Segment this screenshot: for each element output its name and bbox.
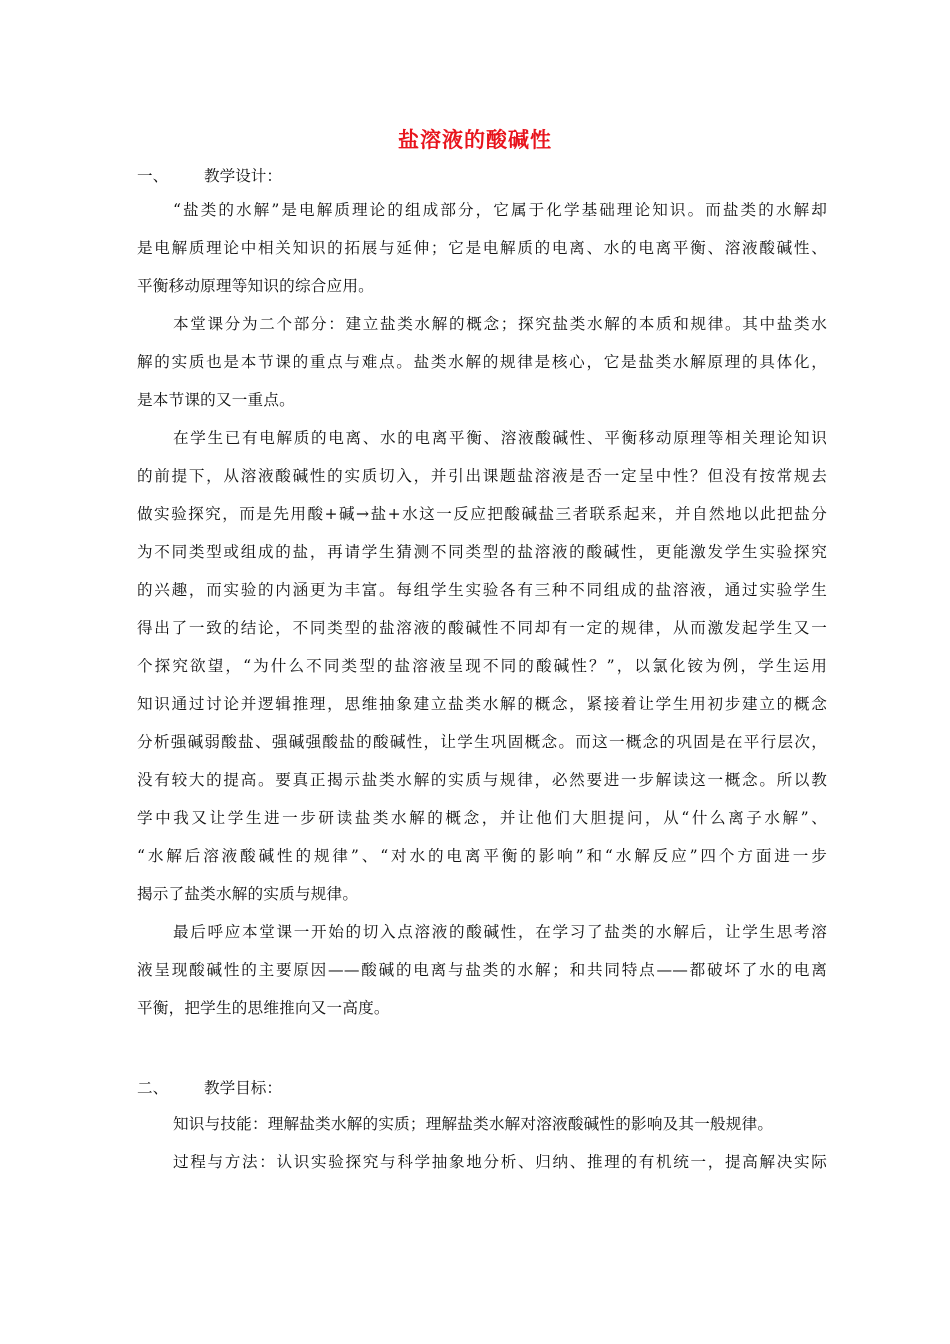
paragraph-line: 分析强碱弱酸盐、强碱强酸盐的酸碱性，让学生巩固概念。而这一概念的巩固是在平行层次， (137, 733, 827, 751)
paragraph-line: 为不同类型或组成的盐，再请学生猜测不同类型的盐溶液的酸碱性，更能激发学生实验探究 (137, 543, 827, 561)
paragraph-line: 得出了一致的结论，不同类型的盐溶液的酸碱性不同却有一定的规律，从而激发起学生又一 (137, 619, 827, 637)
paragraph-line: 的前提下，从溶液酸碱性的实质切入，并引出课题盐溶液是否一定呈中性？但没有按常规去 (137, 467, 827, 485)
paragraph-line: 本堂课分为二个部分：建立盐类水解的概念；探究盐类水解的本质和规律。其中盐类水 (173, 315, 827, 333)
paragraph-line: 个探究欲望，“为什么不同类型的盐溶液呈现不同的酸碱性？”，以氯化铵为例，学生运用 (137, 657, 827, 675)
section-1-number: 一、 (137, 167, 169, 185)
paragraph-line: 没有较大的提高。要真正揭示盐类水解的实质与规律，必然要进一步解读这一概念。所以教 (137, 771, 827, 789)
paragraph-line: 知识与技能：理解盐类水解的实质；理解盐类水解对溶液酸碱性的影响及其一般规律。 (173, 1115, 774, 1133)
section-2-number: 二、 (137, 1079, 169, 1097)
paragraph-line: 液呈现酸碱性的主要原因——酸碱的电离与盐类的水解；和共同特点——都破坏了水的电离 (137, 961, 827, 979)
paragraph-line: 的兴趣，而实验的内涵更为丰富。每组学生实验各有三种不同组成的盐溶液，通过实验学生 (137, 581, 827, 599)
paragraph-line: 解的实质也是本节课的重点与难点。盐类水解的规律是核心，它是盐类水解原理的具体化， (137, 353, 827, 371)
document-title: 盐溶液的酸碱性 (398, 128, 552, 152)
section-1-heading: 教学设计： (204, 167, 282, 185)
paragraph-line: 学中我又让学生进一步研读盐类水解的概念，并让他们大胆提问，从“什么离子水解”、 (137, 809, 827, 827)
paragraph-line: 最后呼应本堂课一开始的切入点溶液的酸碱性，在学习了盐类的水解后，让学生思考溶 (173, 923, 827, 941)
paragraph-line: 揭示了盐类水解的实质与规律。 (137, 885, 359, 903)
paragraph-line: 知识通过讨论并逻辑推理，思维抽象建立盐类水解的概念，紧接着让学生用初步建立的概念 (137, 695, 827, 713)
paragraph-line: “盐类的水解”是电解质理论的组成部分，它属于化学基础理论知识。而盐类的水解却 (173, 201, 827, 219)
paragraph-line: 过程与方法：认识实验探究与科学抽象地分析、归纳、推理的有机统一，提高解决实际 (173, 1153, 827, 1171)
paragraph-line: 在学生已有电解质的电离、水的电离平衡、溶液酸碱性、平衡移动原理等相关理论知识 (173, 429, 827, 447)
paragraph-line: “水解后溶液酸碱性的规律”、“对水的电离平衡的影响”和“水解反应”四个方面进一步 (137, 847, 827, 865)
section-2-heading: 教学目标： (204, 1079, 282, 1097)
paragraph-line: 平衡移动原理等知识的综合应用。 (137, 277, 374, 295)
paragraph-line: 做实验探究，而是先用酸+碱→盐+水这一反应把酸碱盐三者联系起来，并自然地以此把盐分 (137, 505, 827, 523)
paragraph-line: 是本节课的又一重点。 (137, 391, 295, 409)
paragraph-line: 是电解质理论中相关知识的拓展与延伸；它是电解质的电离、水的电离平衡、溶液酸碱性、 (137, 239, 827, 257)
paragraph-line: 平衡，把学生的思维推向又一高度。 (137, 999, 390, 1017)
